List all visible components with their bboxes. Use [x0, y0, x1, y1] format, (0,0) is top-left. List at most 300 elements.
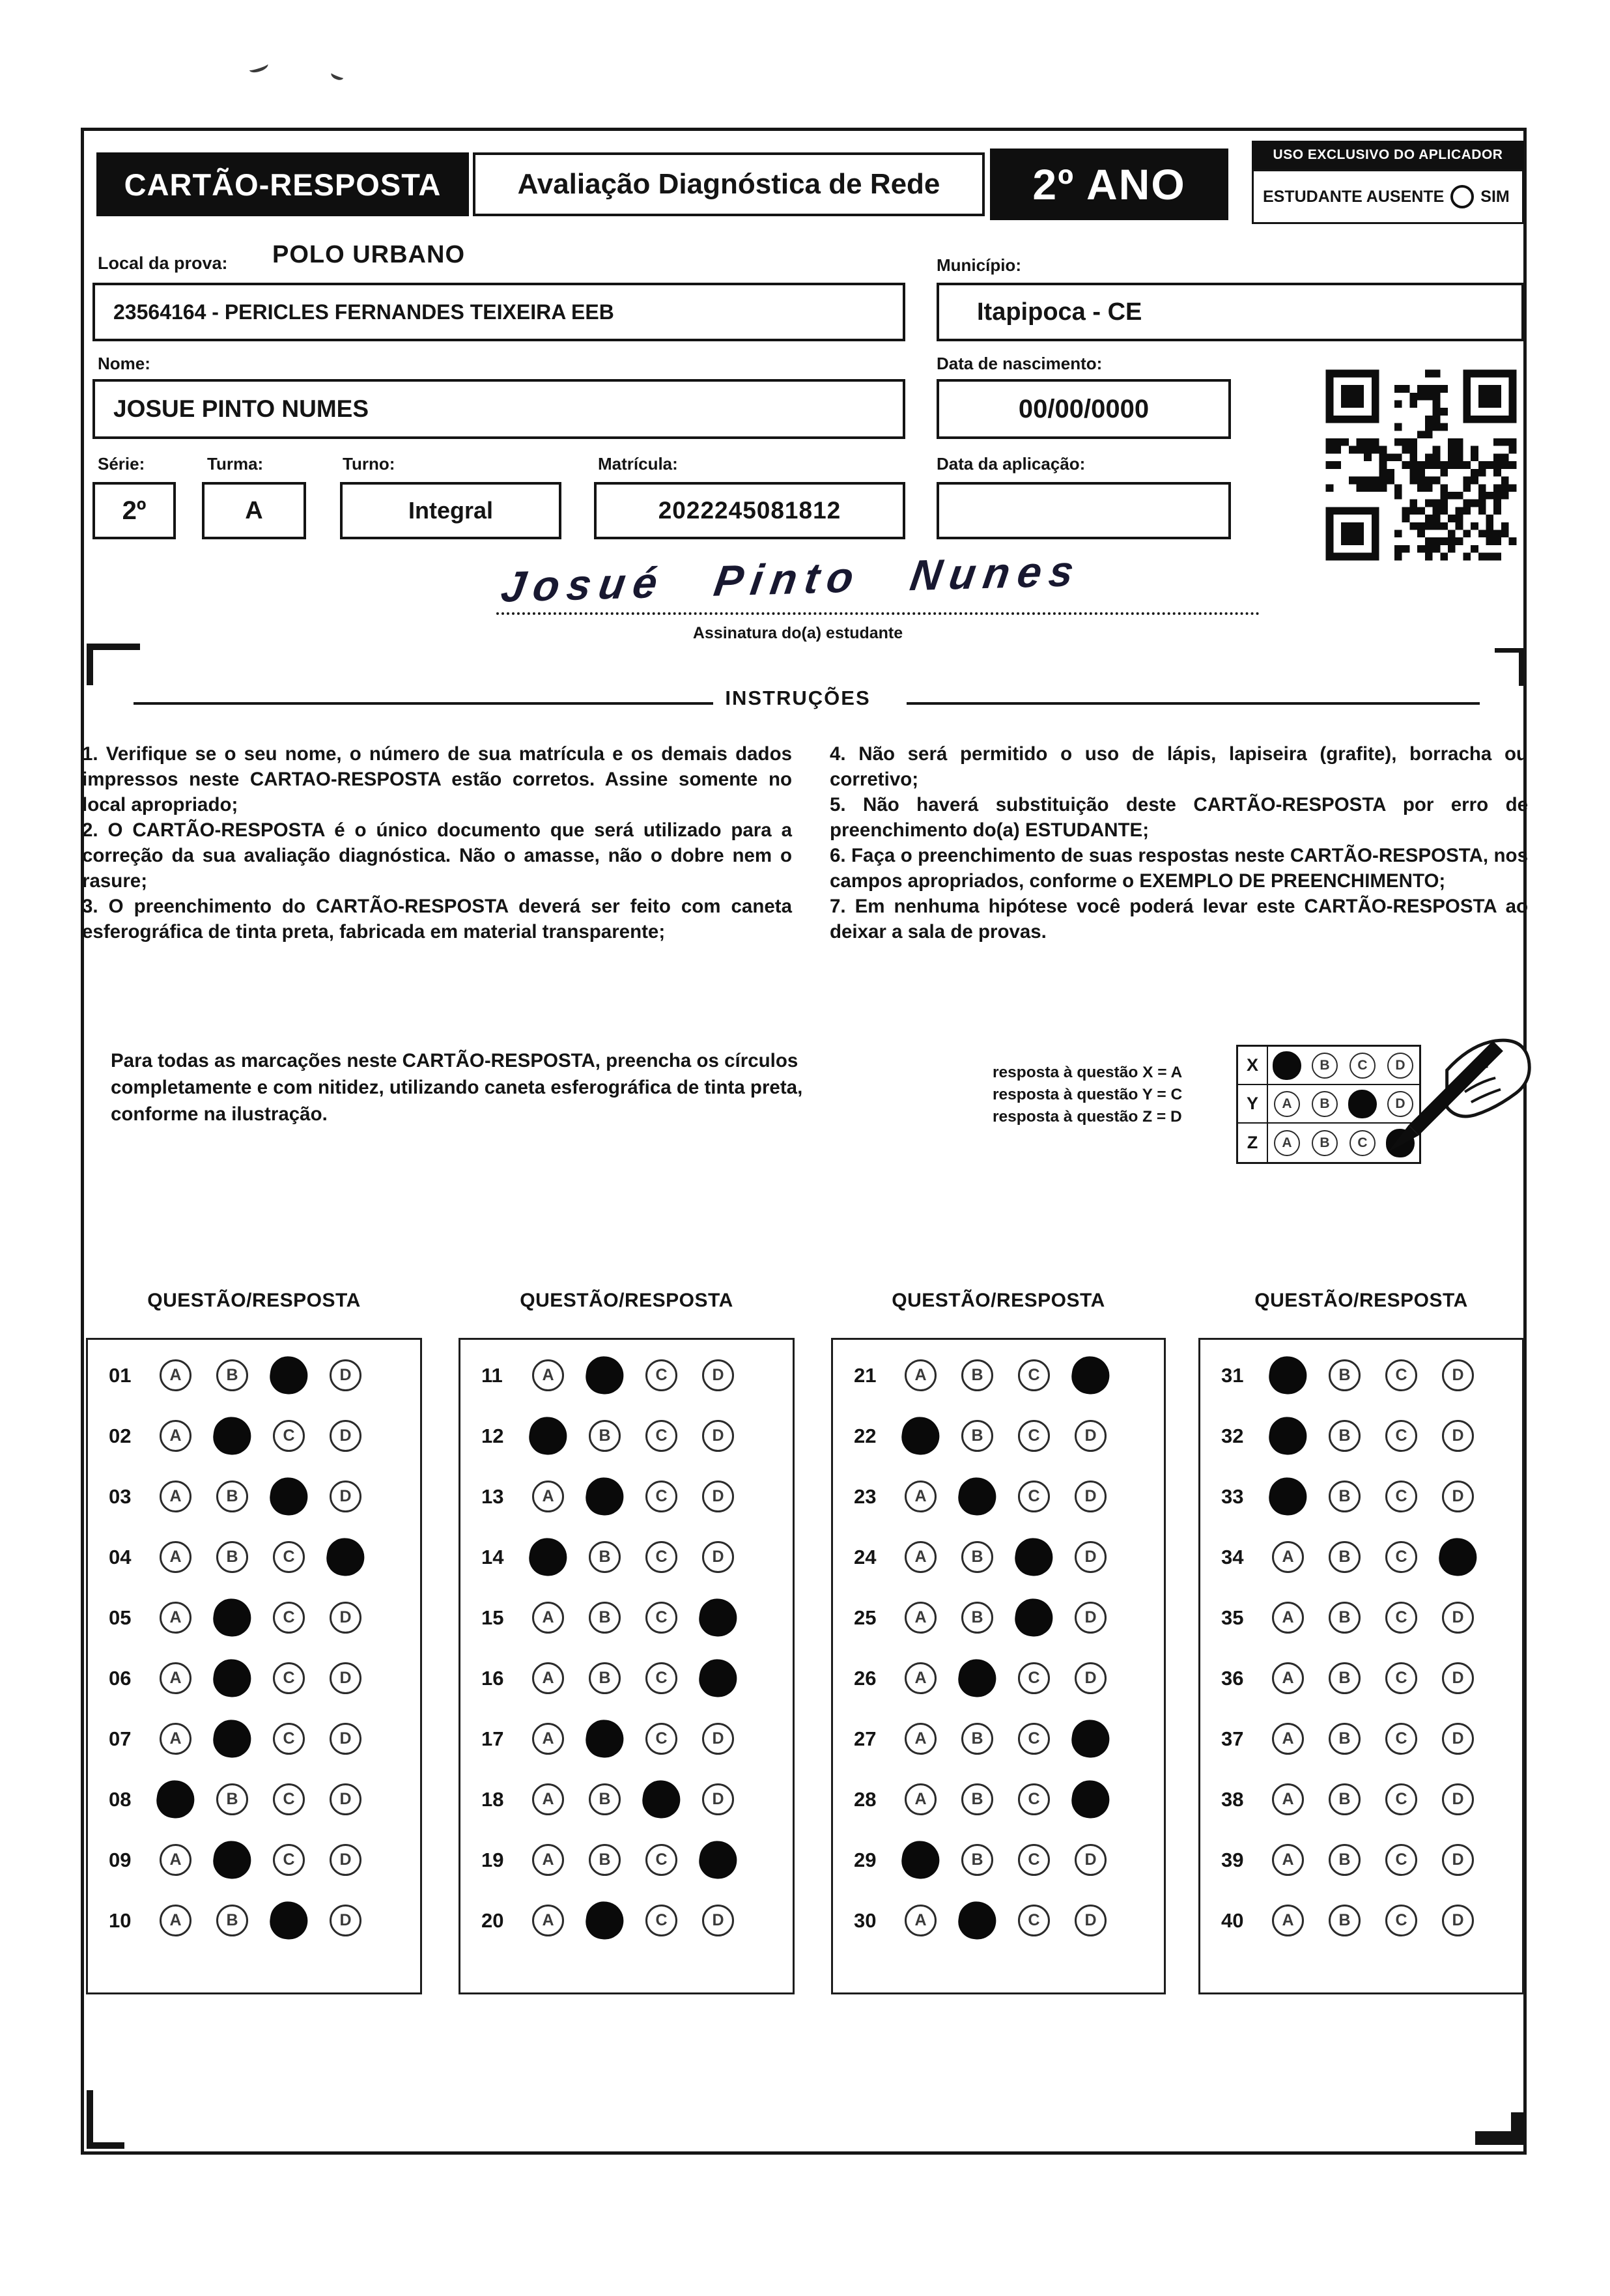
question-number: 34 [1221, 1545, 1244, 1568]
answer-bubble-03-c[interactable] [268, 1475, 310, 1518]
example-legend [993, 1062, 1182, 1128]
question-number: 29 [854, 1848, 877, 1871]
question-number: 06 [109, 1666, 132, 1690]
turma-field: A [202, 482, 306, 539]
answer-bubble-08-d[interactable]: D [330, 1783, 361, 1815]
exam-title: Avaliação Diagnóstica de Rede [473, 152, 985, 216]
question-row [460, 1648, 793, 1708]
answer-bubble-12-b[interactable]: B [589, 1420, 621, 1452]
question-row [1200, 1587, 1522, 1648]
answer-bubble-40-a[interactable]: A [1272, 1905, 1304, 1936]
answer-bubble-35-d[interactable]: D [1442, 1602, 1474, 1634]
question-number: 10 [109, 1908, 132, 1932]
question-number: 07 [109, 1727, 132, 1750]
answer-bubble-20-b[interactable] [584, 1899, 626, 1942]
question-number: 32 [1221, 1424, 1244, 1447]
answer-bubble-33-c[interactable]: C [1385, 1481, 1417, 1512]
question-row [88, 1466, 420, 1527]
example-legend-line: resposta à questão Y = C [993, 1086, 1183, 1103]
answer-bubble-40-d[interactable]: D [1442, 1905, 1474, 1936]
answer-bubble-26-c[interactable]: C [1018, 1662, 1050, 1694]
answer-bubble-14-a[interactable] [527, 1536, 569, 1578]
answer-bubble-28-a[interactable]: A [905, 1783, 937, 1815]
answer-bubble-02-b[interactable] [211, 1415, 253, 1457]
question-row [833, 1648, 1164, 1708]
answer-bubble-09-c[interactable]: C [273, 1844, 305, 1876]
answer-bubble-14-c[interactable]: C [645, 1541, 677, 1573]
answer-bubble-29-a[interactable] [899, 1839, 942, 1881]
answer-bubble-02-a[interactable]: A [160, 1420, 191, 1452]
answer-bubble-15-b[interactable]: B [589, 1602, 621, 1634]
answer-bubble-06-c[interactable]: C [273, 1662, 305, 1694]
question-row [460, 1466, 793, 1527]
answer-bubble-33-b[interactable]: B [1329, 1481, 1361, 1512]
answer-bubble-27-c[interactable]: C [1018, 1723, 1050, 1755]
municipio-field: Itapipoca - CE [937, 283, 1524, 341]
instructions-divider-right [907, 702, 1480, 705]
answer-bubble-18-b[interactable]: B [589, 1783, 621, 1815]
question-row [88, 1345, 420, 1406]
serie-label: Série: [98, 454, 145, 474]
answer-bubble-25-b[interactable]: B [961, 1602, 993, 1634]
question-response-header-4: QUESTÃO/RESPOSTA [1254, 1290, 1468, 1311]
answer-bubble-37-a[interactable]: A [1272, 1723, 1304, 1755]
instruction-item: 2. O CARTÃO-RESPOSTA é o único documento que será utilizado para a correção da sua avaliação diagnóstica. Não o amasse, não o dobre nem o rasure; [82, 819, 792, 892]
answer-bubble-09-d[interactable]: D [330, 1844, 361, 1876]
answer-bubble-14-b[interactable]: B [589, 1541, 621, 1573]
registration-mark-top-right [1519, 648, 1523, 686]
answer-bubble-01-d[interactable]: D [330, 1359, 361, 1391]
example-bubble-z-a: A [1274, 1130, 1300, 1156]
question-number: 25 [854, 1606, 877, 1629]
card-title: CARTÃO-RESPOSTA [96, 152, 469, 216]
question-row [88, 1587, 420, 1648]
answer-bubble-16-c[interactable]: C [645, 1662, 677, 1694]
answer-bubble-27-d[interactable] [1069, 1718, 1112, 1760]
example-bubble-x-d: D [1387, 1053, 1413, 1079]
answer-bubble-20-a[interactable]: A [532, 1905, 564, 1936]
answer-bubble-37-c[interactable]: C [1385, 1723, 1417, 1755]
nome-field: JOSUE PINTO NUMES [92, 379, 905, 439]
example-bubble-x-c: C [1349, 1053, 1376, 1079]
answer-bubble-38-c[interactable]: C [1385, 1783, 1417, 1815]
answer-bubble-15-c[interactable]: C [645, 1602, 677, 1634]
answer-bubble-21-c[interactable]: C [1018, 1359, 1050, 1391]
example-row-label: Z [1238, 1124, 1268, 1162]
answer-bubble-19-b[interactable]: B [589, 1844, 621, 1876]
answer-bubble-23-a[interactable]: A [905, 1481, 937, 1512]
answer-bubble-31-a[interactable] [1267, 1354, 1309, 1396]
question-number: 04 [109, 1545, 132, 1568]
answer-bubble-23-c[interactable]: C [1018, 1481, 1050, 1512]
answer-bubble-11-c[interactable]: C [645, 1359, 677, 1391]
answer-column-1 [86, 1338, 422, 1994]
answer-bubble-13-c[interactable]: C [645, 1481, 677, 1512]
answer-bubble-27-a[interactable]: A [905, 1723, 937, 1755]
applicator-box [1252, 141, 1524, 224]
question-number: 11 [481, 1363, 503, 1387]
data-aplicacao-label: Data da aplicação: [937, 454, 1086, 474]
answer-bubble-34-b[interactable]: B [1329, 1541, 1361, 1573]
answer-bubble-16-a[interactable]: A [532, 1662, 564, 1694]
answer-bubble-03-b[interactable]: B [216, 1481, 248, 1512]
answer-bubble-39-a[interactable]: A [1272, 1844, 1304, 1876]
answer-bubble-16-d[interactable] [697, 1657, 739, 1699]
answer-bubble-32-b[interactable]: B [1329, 1420, 1361, 1452]
municipio-label: Município: [937, 255, 1021, 275]
question-number: 14 [481, 1545, 504, 1568]
turma-label: Turma: [207, 454, 264, 474]
instructions-divider-left [134, 702, 713, 705]
local-da-prova-label: Local da prova: [98, 253, 228, 273]
answer-bubble-30-d[interactable]: D [1075, 1905, 1107, 1936]
example-legend-line: resposta à questão X = A [993, 1064, 1183, 1081]
answer-bubble-28-c[interactable]: C [1018, 1783, 1050, 1815]
answer-bubble-20-c[interactable]: C [645, 1905, 677, 1936]
question-row [833, 1890, 1164, 1951]
question-row [833, 1406, 1164, 1466]
answer-bubble-22-c[interactable]: C [1018, 1420, 1050, 1452]
answer-bubble-18-d[interactable]: D [702, 1783, 734, 1815]
instructions-right-column [830, 741, 1528, 944]
registration-mark-bottom-left [87, 2090, 93, 2149]
answer-bubble-30-b[interactable] [956, 1899, 998, 1942]
answer-bubble-40-b[interactable]: B [1329, 1905, 1361, 1936]
answer-bubble-17-a[interactable]: A [532, 1723, 564, 1755]
question-row [88, 1406, 420, 1466]
answer-bubble-28-d[interactable] [1069, 1778, 1112, 1821]
signature-dotted-line[interactable] [496, 586, 1260, 615]
answer-bubble-37-b[interactable]: B [1329, 1723, 1361, 1755]
answer-bubble-01-c[interactable] [268, 1354, 310, 1396]
answer-bubble-24-a[interactable]: A [905, 1541, 937, 1573]
signature-label: Assinatura do(a) estudante [692, 624, 903, 642]
question-number: 38 [1221, 1787, 1244, 1811]
answer-bubble-12-c[interactable]: C [645, 1420, 677, 1452]
question-row [1200, 1527, 1522, 1587]
answer-bubble-18-a[interactable]: A [532, 1783, 564, 1815]
answer-bubble-12-a[interactable] [527, 1415, 569, 1457]
question-number: 09 [109, 1848, 132, 1871]
question-row [1200, 1648, 1522, 1708]
answer-bubble-07-d[interactable]: D [330, 1723, 361, 1755]
answer-bubble-33-a[interactable] [1267, 1475, 1309, 1518]
answer-bubble-34-c[interactable]: C [1385, 1541, 1417, 1573]
question-number: 12 [481, 1424, 504, 1447]
answer-bubble-35-c[interactable]: C [1385, 1602, 1417, 1634]
answer-bubble-09-a[interactable]: A [160, 1844, 191, 1876]
school-field: 23564164 - PERICLES FERNANDES TEIXEIRA EEB [92, 283, 905, 341]
answer-bubble-18-c[interactable] [640, 1778, 683, 1821]
answer-bubble-22-a[interactable] [899, 1415, 942, 1457]
answer-bubble-03-d[interactable]: D [330, 1481, 361, 1512]
example-bubble-x-b: B [1312, 1053, 1338, 1079]
question-response-header-1: QUESTÃO/RESPOSTA [147, 1290, 361, 1311]
turno-field: Integral [340, 482, 561, 539]
answer-bubble-04-d[interactable] [324, 1536, 367, 1578]
answer-bubble-05-d[interactable]: D [330, 1602, 361, 1634]
answer-bubble-08-b[interactable]: B [216, 1783, 248, 1815]
instruction-item: 5. Não haverá substituição deste CARTÃO-RESPOSTA por erro de preenchimento do(a) ESTUDANTE; [830, 794, 1528, 841]
answer-column-3 [831, 1338, 1166, 1994]
question-number: 24 [854, 1545, 877, 1568]
turno-label: Turno: [343, 454, 395, 474]
answer-bubble-40-c[interactable]: C [1385, 1905, 1417, 1936]
registration-mark-bottom-left [87, 2142, 124, 2149]
instructions-title: INSTRUÇÕES [725, 687, 871, 709]
grade-badge: 2º ANO [990, 149, 1228, 220]
question-number: 18 [481, 1787, 504, 1811]
instruction-item: 4. Não será permitido o uso de lápis, lapiseira (grafite), borracha ou corretivo; [830, 743, 1528, 790]
answer-bubble-14-d[interactable]: D [702, 1541, 734, 1573]
student-signature-handwriting: Josué Pinto Nunes [498, 546, 1085, 611]
answer-bubble-03-a[interactable]: A [160, 1481, 191, 1512]
question-row [1200, 1708, 1522, 1769]
answer-bubble-25-c[interactable] [1013, 1596, 1055, 1639]
student-absent-row [1252, 169, 1524, 224]
stray-ink-mark [330, 70, 345, 82]
example-bubble-y-b: B [1312, 1091, 1338, 1117]
registration-mark-top-left [87, 644, 93, 685]
question-row [833, 1345, 1164, 1406]
answer-bubble-06-d[interactable]: D [330, 1662, 361, 1694]
answer-column-2 [459, 1338, 795, 1994]
answer-bubble-32-a[interactable] [1267, 1415, 1309, 1457]
answer-bubble-35-b[interactable]: B [1329, 1602, 1361, 1634]
answer-bubble-31-b[interactable]: B [1329, 1359, 1361, 1391]
answer-bubble-06-a[interactable]: A [160, 1662, 191, 1694]
answer-bubble-26-b[interactable] [956, 1657, 998, 1699]
answer-bubble-01-a[interactable]: A [160, 1359, 191, 1391]
data-nascimento-label: Data de nascimento: [937, 354, 1103, 373]
question-row [1200, 1769, 1522, 1830]
answer-bubble-21-b[interactable]: B [961, 1359, 993, 1391]
answer-bubble-04-a[interactable]: A [160, 1541, 191, 1573]
answer-bubble-34-d[interactable] [1437, 1536, 1479, 1578]
question-number: 23 [854, 1484, 877, 1508]
answer-bubble-32-c[interactable]: C [1385, 1420, 1417, 1452]
answer-bubble-11-b[interactable] [584, 1354, 626, 1396]
question-number: 17 [481, 1727, 504, 1750]
question-number: 15 [481, 1606, 504, 1629]
question-number: 19 [481, 1848, 504, 1871]
example-row-label: X [1238, 1047, 1268, 1084]
answer-bubble-17-c[interactable]: C [645, 1723, 677, 1755]
question-response-header-2: QUESTÃO/RESPOSTA [520, 1290, 733, 1311]
answer-bubble-36-c[interactable]: C [1385, 1662, 1417, 1694]
example-bubble-y-d: D [1387, 1091, 1413, 1117]
answer-bubble-12-d[interactable]: D [702, 1420, 734, 1452]
answer-bubble-26-d[interactable]: D [1075, 1662, 1107, 1694]
example-instruction-text: Para todas as marcações neste CARTÃO-RESPOSTA, preencha os círculos completamente e com nitidez, utilizando caneta esferográfica de tinta preta, conforme na ilustração. [111, 1050, 803, 1125]
answer-bubble-11-d[interactable]: D [702, 1359, 734, 1391]
question-number: 28 [854, 1787, 877, 1811]
answer-bubble-37-d[interactable]: D [1442, 1723, 1474, 1755]
question-row [833, 1769, 1164, 1830]
answer-bubble-22-b[interactable]: B [961, 1420, 993, 1452]
answer-bubble-39-d[interactable]: D [1442, 1844, 1474, 1876]
answer-bubble-31-c[interactable]: C [1385, 1359, 1417, 1391]
answer-bubble-02-d[interactable]: D [330, 1420, 361, 1452]
absent-bubble[interactable] [1450, 185, 1474, 208]
question-number: 21 [854, 1363, 877, 1387]
instruction-item: 3. O preenchimento do CARTÃO-RESPOSTA deverá ser feito com caneta esferográfica de tinta preta, fabricada em material transparente; [82, 896, 792, 942]
answer-bubble-29-b[interactable]: B [961, 1844, 993, 1876]
question-number: 20 [481, 1908, 504, 1932]
answer-bubble-19-a[interactable]: A [532, 1844, 564, 1876]
answer-bubble-19-c[interactable]: C [645, 1844, 677, 1876]
nome-label: Nome: [98, 354, 150, 373]
answer-bubble-06-b[interactable] [211, 1657, 253, 1699]
question-row [460, 1769, 793, 1830]
question-row [460, 1345, 793, 1406]
answer-bubble-05-a[interactable]: A [160, 1602, 191, 1634]
answer-bubble-02-c[interactable]: C [273, 1420, 305, 1452]
answer-bubble-23-d[interactable]: D [1075, 1481, 1107, 1512]
answer-bubble-38-d[interactable]: D [1442, 1783, 1474, 1815]
answer-bubble-25-a[interactable]: A [905, 1602, 937, 1634]
question-row [460, 1708, 793, 1769]
hand-with-pen-illustration [1368, 1006, 1534, 1163]
question-row [88, 1769, 420, 1830]
question-number: 26 [854, 1666, 877, 1690]
question-row [460, 1406, 793, 1466]
example-bubble-y-a: A [1274, 1091, 1300, 1117]
answer-bubble-39-b[interactable]: B [1329, 1844, 1361, 1876]
answer-bubble-38-b[interactable]: B [1329, 1783, 1361, 1815]
question-row [88, 1527, 420, 1587]
answer-bubble-07-b[interactable] [211, 1718, 253, 1760]
answer-bubble-23-b[interactable] [956, 1475, 998, 1518]
answer-bubble-21-a[interactable]: A [905, 1359, 937, 1391]
question-number: 33 [1221, 1484, 1244, 1508]
question-row [1200, 1406, 1522, 1466]
instruction-item: 6. Faça o preenchimento de suas respostas neste CARTÃO-RESPOSTA, nos campos apropriados, conforme o EXEMPLO DE PREENCHIMENTO; [830, 845, 1528, 892]
answer-column-4 [1198, 1338, 1524, 1994]
answer-bubble-28-b[interactable]: B [961, 1783, 993, 1815]
instructions-left-column [82, 741, 792, 944]
answer-bubble-38-a[interactable]: A [1272, 1783, 1304, 1815]
answer-bubble-15-a[interactable]: A [532, 1602, 564, 1634]
answer-bubble-30-a[interactable]: A [905, 1905, 937, 1936]
question-row [88, 1708, 420, 1769]
answer-bubble-24-d[interactable]: D [1075, 1541, 1107, 1573]
answer-bubble-10-a[interactable]: A [160, 1905, 191, 1936]
answer-bubble-26-a[interactable]: A [905, 1662, 937, 1694]
answer-bubble-04-c[interactable]: C [273, 1541, 305, 1573]
answer-bubble-32-d[interactable]: D [1442, 1420, 1474, 1452]
answer-bubble-05-b[interactable] [211, 1596, 253, 1639]
answer-bubble-30-c[interactable]: C [1018, 1905, 1050, 1936]
question-number: 27 [854, 1727, 877, 1750]
answer-bubble-36-b[interactable]: B [1329, 1662, 1361, 1694]
answer-bubble-15-d[interactable] [697, 1596, 739, 1639]
answer-bubble-09-b[interactable] [211, 1839, 253, 1881]
answer-bubble-13-d[interactable]: D [702, 1481, 734, 1512]
answer-bubble-25-d[interactable]: D [1075, 1602, 1107, 1634]
question-number: 01 [109, 1363, 132, 1387]
matricula-label: Matrícula: [598, 454, 678, 474]
question-number: 03 [109, 1484, 132, 1508]
question-number: 31 [1221, 1363, 1244, 1387]
answer-bubble-27-b[interactable]: B [961, 1723, 993, 1755]
answer-bubble-04-b[interactable]: B [216, 1541, 248, 1573]
question-number: 35 [1221, 1606, 1244, 1629]
question-row [460, 1587, 793, 1648]
answer-bubble-34-a[interactable]: A [1272, 1541, 1304, 1573]
answer-bubble-08-c[interactable]: C [273, 1783, 305, 1815]
example-bubble-z-b: B [1312, 1130, 1338, 1156]
question-row [833, 1527, 1164, 1587]
answer-bubble-17-b[interactable] [584, 1718, 626, 1760]
instruction-item: 7. Em nenhuma hipótese você poderá levar este CARTÃO-RESPOSTA ao deixar a sala de provas. [830, 896, 1528, 942]
answer-bubble-24-b[interactable]: B [961, 1541, 993, 1573]
answer-bubble-10-b[interactable]: B [216, 1905, 248, 1936]
example-bubble-x-a [1273, 1051, 1301, 1080]
answer-bubble-17-d[interactable]: D [702, 1723, 734, 1755]
answer-bubble-05-c[interactable]: C [273, 1602, 305, 1634]
applicator-title: USO EXCLUSIVO DO APLICADOR [1252, 141, 1524, 169]
absent-label: ESTUDANTE AUSENTE [1263, 187, 1445, 206]
question-row [88, 1648, 420, 1708]
answer-bubble-20-d[interactable]: D [702, 1905, 734, 1936]
answer-bubble-11-a[interactable]: A [532, 1359, 564, 1391]
answer-bubble-07-c[interactable]: C [273, 1723, 305, 1755]
answer-bubble-19-d[interactable] [697, 1839, 739, 1881]
question-row [833, 1587, 1164, 1648]
answer-bubble-08-a[interactable] [154, 1778, 197, 1821]
answer-bubble-16-b[interactable]: B [589, 1662, 621, 1694]
answer-bubble-13-a[interactable]: A [532, 1481, 564, 1512]
answer-bubble-36-a[interactable]: A [1272, 1662, 1304, 1694]
question-number: 16 [481, 1666, 504, 1690]
answer-bubble-22-d[interactable]: D [1075, 1420, 1107, 1452]
question-row [460, 1527, 793, 1587]
question-number: 13 [481, 1484, 504, 1508]
question-number: 37 [1221, 1727, 1244, 1750]
answer-bubble-10-c[interactable] [268, 1899, 310, 1942]
question-number: 30 [854, 1908, 877, 1932]
answer-bubble-36-d[interactable]: D [1442, 1662, 1474, 1694]
question-number: 02 [109, 1424, 132, 1447]
question-row [1200, 1345, 1522, 1406]
answer-bubble-07-a[interactable]: A [160, 1723, 191, 1755]
answer-bubble-29-d[interactable]: D [1075, 1844, 1107, 1876]
answer-bubble-35-a[interactable]: A [1272, 1602, 1304, 1634]
answer-bubble-29-c[interactable]: C [1018, 1844, 1050, 1876]
question-row [833, 1466, 1164, 1527]
answer-bubble-21-d[interactable] [1069, 1354, 1112, 1396]
serie-field: 2º [92, 482, 176, 539]
question-row [1200, 1466, 1522, 1527]
answer-bubble-31-d[interactable]: D [1442, 1359, 1474, 1391]
answer-bubble-13-b[interactable] [584, 1475, 626, 1518]
question-number: 22 [854, 1424, 877, 1447]
data-aplicacao-field [937, 482, 1231, 539]
question-row [88, 1890, 420, 1951]
answer-bubble-10-d[interactable]: D [330, 1905, 361, 1936]
answer-bubble-24-c[interactable] [1013, 1536, 1055, 1578]
data-nascimento-field: 00/00/0000 [937, 379, 1231, 439]
question-row [1200, 1890, 1522, 1951]
registration-mark-top-left [87, 644, 140, 650]
question-row [460, 1830, 793, 1890]
question-row [460, 1890, 793, 1951]
answer-bubble-33-d[interactable]: D [1442, 1481, 1474, 1512]
answer-bubble-39-c[interactable]: C [1385, 1844, 1417, 1876]
answer-bubble-01-b[interactable]: B [216, 1359, 248, 1391]
question-row [1200, 1830, 1522, 1890]
